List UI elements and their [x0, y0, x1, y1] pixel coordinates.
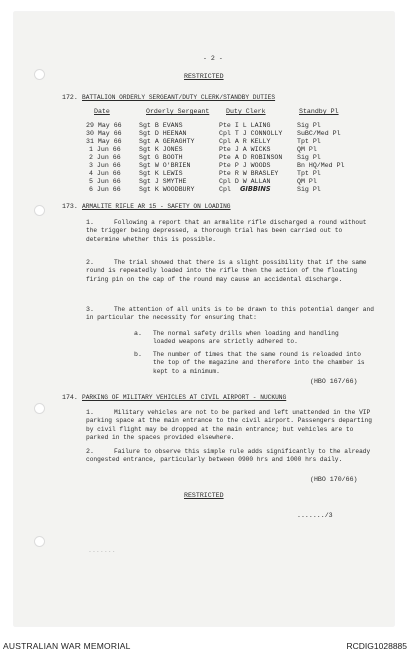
table-header-duty-clerk: Duty Clerk	[226, 108, 266, 115]
paragraph-number: 1.	[86, 409, 94, 416]
table-cell: Pte A D ROBINSON	[219, 154, 283, 161]
table-cell: Sgt K JONES	[139, 146, 183, 153]
section-number: 174.	[62, 394, 78, 401]
page-number: - 2 -	[203, 55, 223, 62]
table-cell: Cpl	[219, 186, 231, 193]
subitem-text: The normal safety drills when loading and handling loaded weapons are strictly adhered to.	[153, 330, 339, 346]
reference-number: (HBO 167/66)	[310, 378, 358, 385]
table-cell: Tpt Pl	[297, 170, 321, 177]
table-cell: QM Pl	[297, 178, 317, 185]
table-cell: Cpl A R KELLY	[219, 138, 271, 145]
paragraph-text: Following a report that an armalite rifle discharged a round without the trigger being depressed, a thorough trial has been carried out to determine whether this is possible.	[86, 219, 367, 243]
table-cell: Bn HQ/Med Pl	[297, 162, 345, 169]
table-cell: SuBC/Med Pl	[297, 130, 341, 137]
section-number: 173.	[62, 203, 78, 210]
table-cell: Pte J A WICKS	[219, 146, 271, 153]
table-cell: Pte I L LAING	[219, 122, 271, 129]
section-title: PARKING OF MILITARY VEHICLES AT CIVIL AIRPORT - NUCKUNG	[82, 394, 287, 401]
table-cell: 1 Jun 66	[89, 146, 121, 153]
section-number: 172.	[62, 94, 78, 101]
subitem-letter: b.	[134, 351, 142, 358]
punch-hole	[34, 69, 45, 80]
subitem-text: The number of times that the same round is reloaded into the top of the magazine and therefore into the chamber is kept to a minimum.	[153, 351, 365, 375]
archive-name: AUSTRALIAN WAR MEMORIAL	[3, 641, 131, 651]
table-header-date: Date	[94, 108, 110, 115]
punch-hole	[34, 403, 45, 414]
table-cell: Sgt K LEWIS	[139, 170, 183, 177]
table-cell: QM Pl	[297, 146, 317, 153]
table-cell: Sgt J SMYTHE	[139, 178, 187, 185]
table-cell: 31 May 66	[86, 138, 122, 145]
table-cell: Sgt D HEENAN	[139, 130, 187, 137]
archive-record-id: RCDIG1028885	[346, 641, 407, 651]
paragraph-number: 1.	[86, 219, 94, 226]
classification-top: RESTRICTED	[184, 73, 224, 80]
continuation-marker: ......./3	[297, 512, 333, 519]
section-title: ARMALITE RIFLE AR 15 - SAFETY ON LOADING	[82, 203, 231, 210]
table-header-standby-pl: Standby Pl	[299, 108, 339, 115]
table-header-orderly-sergeant: Orderly Sergeant	[146, 108, 210, 115]
table-cell: Sgt W O'BRIEN	[139, 162, 191, 169]
paragraph-text: Failure to observe this simple rule adds significantly to the already congested entrance, particularly between 0900 hrs and 1000 hrs daily.	[86, 448, 371, 464]
section-title: BATTALION ORDERLY SERGEANT/DUTY CLERK/STANDBY DUTIES	[82, 94, 276, 101]
table-cell: Cpl T J CONNOLLY	[219, 130, 283, 137]
table-cell: Pte P J WOODS	[219, 162, 271, 169]
table-cell: Sgt K WOODBURY	[139, 186, 195, 193]
table-cell: 6 Jun 66	[89, 186, 121, 193]
table-cell: Sig Pl	[297, 186, 321, 193]
table-cell: 4 Jun 66	[89, 170, 121, 177]
punch-hole	[34, 536, 45, 547]
paragraph-text: The attention of all units is to be drawn to this potential danger and in particular the necessity for ensuring that:	[86, 306, 374, 322]
table-cell: Pte R W BRASLEY	[219, 170, 279, 177]
classification-bottom: RESTRICTED	[184, 492, 224, 499]
handwritten-name: GIBBINS	[240, 185, 271, 193]
table-cell: 2 Jun 66	[89, 154, 121, 161]
table-cell: Sig Pl	[297, 122, 321, 129]
paragraph-number: 2.	[86, 448, 94, 455]
reference-number: (HBO 170/66)	[310, 476, 358, 483]
document-page	[14, 12, 394, 626]
paragraph-number: 3.	[86, 306, 94, 313]
paragraph-text: The trial showed that there is a slight possibility that if the same round is repeatedly loaded into the rifle then the action of the floating firing pin on the cap of the round may cause an accidental discharge.	[86, 259, 367, 283]
subitem-letter: a.	[134, 330, 142, 337]
paragraph-text: Military vehicles are not to be parked and left unattended in the VIP parking space at the main entrance to the civil airport. Passengers departing by civil flight may be dropped at the main entrance; but vehicles are to parked in the spaces provided elsewhere.	[86, 409, 372, 441]
table-cell: 29 May 66	[86, 122, 122, 129]
stray-marks: .......	[88, 547, 116, 554]
table-cell: 30 May 66	[86, 130, 122, 137]
table-cell: Cpl D W ALLAN	[219, 178, 271, 185]
table-cell: 5 Jun 66	[89, 178, 121, 185]
table-cell: Tpt Pl	[297, 138, 321, 145]
table-cell: Sgt B EVANS	[139, 122, 183, 129]
table-cell: Sig Pl	[297, 154, 321, 161]
table-cell: Sgt A GERAGHTY	[139, 138, 195, 145]
table-cell: 3 Jun 66	[89, 162, 121, 169]
punch-hole	[34, 205, 45, 216]
table-cell: Sgt G BOOTH	[139, 154, 183, 161]
paragraph-number: 2.	[86, 259, 94, 266]
archive-footer	[0, 636, 411, 654]
